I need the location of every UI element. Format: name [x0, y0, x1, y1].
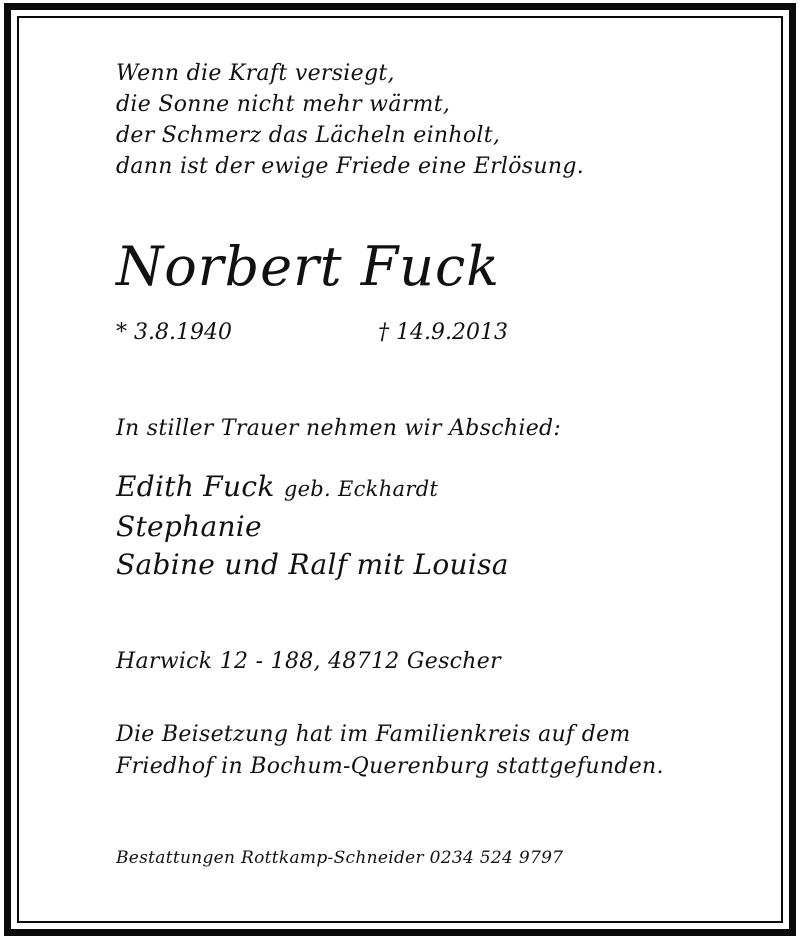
family-member-sabine-ralf-louisa: Sabine und Ralf mit Louisa: [116, 548, 509, 581]
address: Harwick 12 - 188, 48712 Gescher: [116, 649, 501, 674]
funeral-note: [116, 719, 664, 783]
poem-line: Wenn die Kraft versiegt,: [116, 61, 395, 86]
poem: [116, 58, 584, 182]
poem-line: der Schmerz das Lächeln einholt,: [116, 123, 501, 148]
poem-line: dann ist der ewige Friede eine Erlösung.: [116, 154, 585, 179]
family-member-name: Edith Fuck: [116, 470, 275, 503]
undertaker-line: Bestattungen Rottkamp-Schneider 0234 524 9797: [116, 848, 564, 868]
funeral-line: Die Beisetzung hat im Familienkreis auf dem: [116, 722, 631, 747]
deceased-name: Norbert Fuck: [116, 235, 500, 298]
birth-date: * 3.8.1940: [116, 320, 232, 345]
family-member-edith: [116, 468, 509, 508]
poem-line: die Sonne nicht mehr wärmt,: [116, 92, 451, 117]
maiden-name: geb. Eckhardt: [283, 477, 439, 501]
family-member-stephanie: Stephanie: [116, 510, 262, 543]
funeral-line: Friedhof in Bochum-Querenburg stattgefunden.: [116, 754, 664, 779]
life-dates: [116, 320, 576, 350]
mourning-line: In stiller Trauer nehmen wir Abschied:: [116, 416, 562, 441]
death-date: † 14.9.2013: [378, 320, 508, 345]
family-list: [116, 468, 509, 584]
